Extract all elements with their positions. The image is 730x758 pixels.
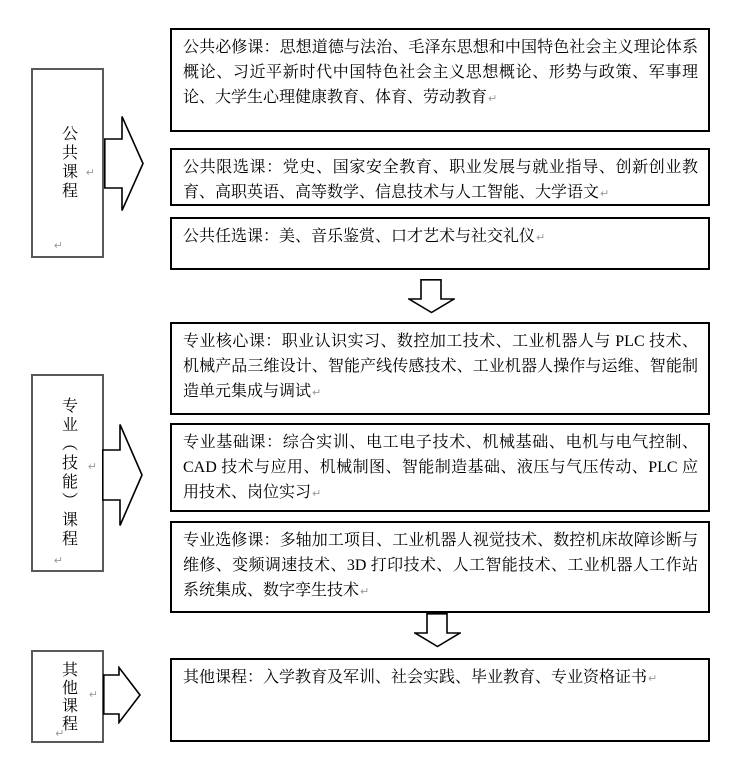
content-box-major-core xyxy=(170,322,710,415)
side-label-major-courses: 专业（技能）课程 xyxy=(59,397,77,549)
paragraph-mark-icon: ↵ xyxy=(312,386,322,399)
right-arrow-icon xyxy=(104,115,144,212)
paragraph-mark-icon: ↵ xyxy=(312,487,322,500)
paragraph-mark-icon: ↵ xyxy=(600,187,610,200)
side-label-public-courses: 公共课程 xyxy=(59,125,77,201)
paragraph-mark-icon: ↵ xyxy=(55,727,65,740)
side-box-other-courses xyxy=(31,650,104,743)
content-box-major-basic xyxy=(170,423,710,512)
box-text-public-required: 公共必修课：思想道德与法治、毛泽东思想和中国特色社会主义理论体系概论、习近平新时代中国特色社会主义思想概论、形势与政策、军事理论、大学生心理健康教育、体育、劳动教育 xyxy=(183,39,698,106)
paragraph-mark-icon: ↵ xyxy=(536,231,546,244)
right-arrow-icon xyxy=(102,423,143,527)
box-text-public-limited: 公共限选课：党史、国家安全教育、职业发展与就业指导、创新创业教育、高职英语、高等数学、信息技术与人工智能、大学语文 xyxy=(183,159,698,201)
paragraph-mark-icon: ↵ xyxy=(87,460,97,474)
content-box-public-required xyxy=(170,28,710,132)
paragraph-mark-icon: ↵ xyxy=(53,554,63,567)
paragraph-mark-icon: ↵ xyxy=(85,165,95,179)
side-box-major-courses xyxy=(31,374,104,572)
content-box-public-limited xyxy=(170,148,710,206)
paragraph-mark-icon: ↵ xyxy=(360,585,370,598)
paragraph-mark-icon: ↵ xyxy=(488,92,498,105)
paragraph-mark-icon: ↵ xyxy=(88,688,98,702)
down-arrow-icon xyxy=(408,279,455,314)
side-box-public-courses xyxy=(31,68,104,258)
box-text-public-elective: 公共任选课：美、音乐鉴赏、口才艺术与社交礼仪 xyxy=(183,228,536,245)
right-arrow-icon xyxy=(103,666,141,724)
content-box-public-elective xyxy=(170,217,710,270)
box-text-other-courses: 其他课程：入学教育及军训、社会实践、毕业教育、专业资格证书 xyxy=(183,669,648,686)
content-box-other-courses xyxy=(170,658,710,742)
box-text-major-basic: 专业基础课：综合实训、电工电子技术、机械基础、电机与电气控制、CAD 技术与应用、机械制图、智能制造基础、液压与气压传动、PLC 应用技术、岗位实习 xyxy=(183,434,698,501)
box-text-major-optional: 专业选修课：多轴加工项目、工业机器人视觉技术、数控机床故障诊断与维修、变频调速技术、3D 打印技术、人工智能技术、工业机器人工作站系统集成、数字孪生技术 xyxy=(183,532,698,599)
side-label-other-courses: 其他课程 xyxy=(59,660,77,733)
box-text-major-core: 专业核心课：职业认识实习、数控加工技术、工业机器人与 PLC 技术、机械产品三维设计、智能产线传感技术、工业机器人操作与运维、智能制造单元集成与调试 xyxy=(183,333,698,400)
down-arrow-icon xyxy=(414,613,461,648)
content-box-major-optional xyxy=(170,521,710,613)
paragraph-mark-icon: ↵ xyxy=(53,239,63,252)
paragraph-mark-icon: ↵ xyxy=(648,672,658,685)
